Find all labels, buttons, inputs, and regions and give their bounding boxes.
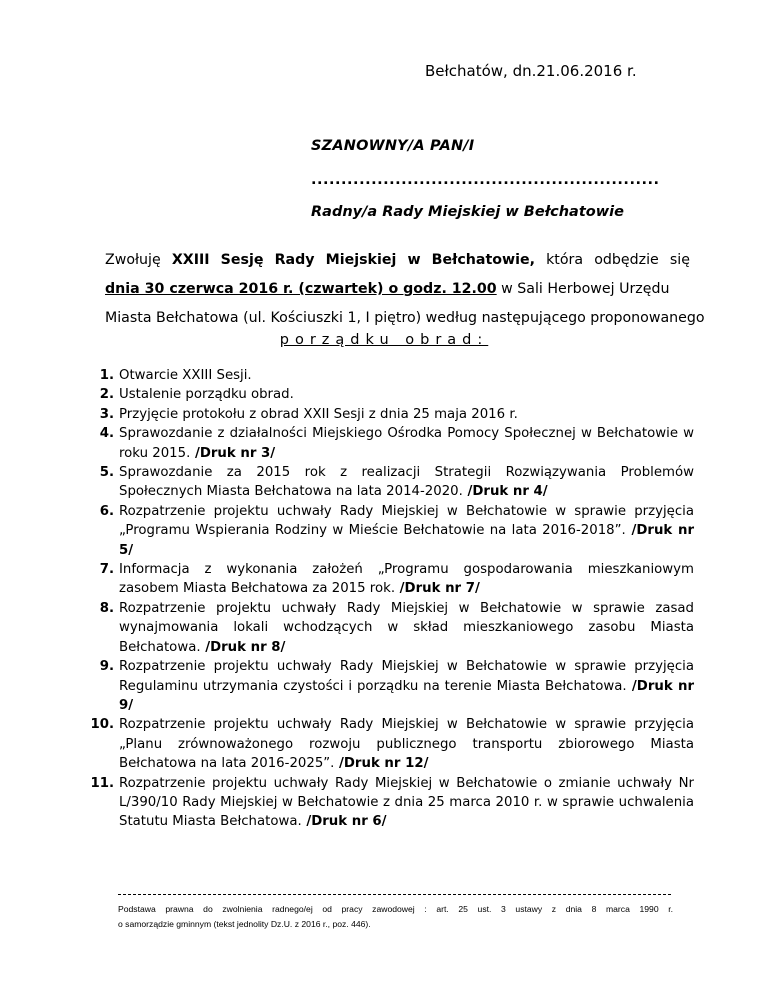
intro-word: Miejskiej	[325, 252, 397, 268]
session-date: dnia 30 czerwca 2016 r. (czwartek) o godz. 12.00	[105, 281, 497, 297]
agenda-text: Rozpatrzenie projektu uchwały Rady Miejskiej w Bełchatowie w sprawie przyjęcia „Programu Wspierania Rodziny w Mieście Bełchatowie na lata 2016-2018”.	[119, 503, 694, 539]
agenda-number: 1.	[99, 368, 114, 383]
agenda-text: Rozpatrzenie projektu uchwały Rady Miejskiej w Bełchatowie w sprawie przyjęcia Regulaminu utrzymania czystości i porządku na terenie Miasta Bełchatowa.	[119, 659, 694, 694]
intro-word: odbędzie	[594, 252, 659, 268]
footer-line-1: Podstawa prawna do zwolnienia radnego/ej od pracy zawodowej : art. 25 ust. 3 ustawy z dnia 8 marca 1990 r.	[118, 904, 673, 914]
intro-word: Rady	[274, 252, 315, 268]
intro-word: która	[546, 252, 584, 268]
agenda-druk: /Druk nr 9/	[119, 678, 694, 713]
agenda-text: Sprawozdanie za 2015 rok z realizacji Strategii Rozwiązywania Problemów Społecznych Miasta Bełchatowa na lata 2014-2020.	[119, 465, 694, 500]
name-placeholder-dots: ..........................................................	[311, 172, 660, 188]
intro-line-2	[105, 275, 690, 304]
agenda-item	[82, 502, 694, 560]
addressee-role: Radny/a Rady Miejskiej w Bełchatowie	[311, 204, 624, 220]
agenda-druk: /Druk nr 12/	[334, 756, 429, 772]
agenda-druk: /Druk nr 6/	[301, 814, 387, 830]
intro-word: się	[669, 252, 690, 268]
agenda-item	[82, 366, 694, 385]
footer-divider	[118, 894, 671, 895]
agenda-number: 6.	[99, 503, 114, 519]
agenda-number: 4.	[99, 426, 114, 442]
agenda-text: Przyjęcie protokołu z obrad XXII Sesji z dnia 25 maja 2016 r.	[119, 406, 518, 422]
agenda-text: Otwarcie XXIII Sesji.	[119, 368, 252, 383]
agenda-item	[82, 405, 694, 424]
intro-line-1	[105, 246, 690, 275]
intro-word: Sesję	[220, 252, 264, 268]
agenda-number: 9.	[99, 659, 114, 675]
agenda-number: 10.	[90, 717, 114, 733]
agenda-heading	[0, 332, 768, 348]
agenda-list	[82, 366, 694, 832]
agenda-number: 11.	[90, 775, 114, 791]
agenda-druk: /Druk nr 5/	[119, 523, 694, 558]
agenda-item	[82, 599, 694, 657]
agenda-number: 8.	[99, 600, 114, 616]
footer-note	[118, 902, 673, 932]
intro-word: Bełchatowie,	[431, 252, 535, 268]
agenda-item	[82, 385, 694, 404]
agenda-item	[82, 715, 694, 773]
agenda-text: Sprawozdanie z działalności Miejskiego Ośrodka Pomocy Społecznej w Bełchatowie w roku 2015.	[119, 426, 694, 461]
place-date: Bełchatów, dn.21.06.2016 r.	[425, 62, 637, 80]
convocation-paragraph	[105, 246, 705, 333]
session-venue: w Sali Herbowej Urzędu	[496, 281, 670, 297]
footer-line-2: o samorządzie gminnym (tekst jednolity Dz.U. z 2016 r., poz. 446).	[118, 919, 371, 929]
agenda-text: Ustalenie porządku obrad.	[119, 387, 294, 403]
intro-word: Zwołuję	[105, 252, 161, 268]
agenda-druk: /Druk nr 3/	[190, 445, 276, 461]
agenda-druk: /Druk nr 4/	[462, 484, 548, 500]
agenda-item	[82, 657, 694, 715]
agenda-number: 5.	[99, 465, 114, 481]
intro-word: XXIII	[171, 252, 210, 268]
agenda-item	[82, 463, 694, 502]
agenda-druk: /Druk nr 7/	[395, 581, 480, 597]
agenda-text: Informacja z wykonania założeń „Programu gospodarowania mieszkaniowym zasobem Miasta Bełchatowa za 2015 rok.	[119, 562, 694, 597]
agenda-druk: /Druk nr 8/	[200, 639, 286, 655]
agenda-text: Rozpatrzenie projektu uchwały Rady Miejskiej w Bełchatowie o zmianie uchwały Nr L/390/10 Rady Miejskiej w Bełchatowie z dnia 25 marca 2010 r. w sprawie uchwalenia Statutu Miasta Bełchatowa.	[119, 775, 694, 830]
agenda-text: Rozpatrzenie projektu uchwały Rady Miejskiej w Bełchatowie w sprawie zasad wynajmowania lokali wchodzących w skład mieszkaniowego zasobu Miasta Bełchatowa.	[119, 600, 694, 655]
agenda-item	[82, 560, 694, 599]
intro-word: w	[407, 252, 421, 268]
agenda-item	[82, 424, 694, 463]
agenda-item	[82, 774, 694, 832]
agenda-number: 2.	[99, 387, 114, 403]
agenda-number: 7.	[99, 562, 114, 578]
salutation: SZANOWNY/A PAN/I	[311, 138, 475, 154]
intro-line-3: Miasta Bełchatowa (ul. Kościuszki 1, I piętro) według następującego proponowanego	[105, 310, 705, 326]
agenda-heading-text: porządku obrad:	[279, 332, 489, 348]
agenda-number: 3.	[99, 406, 114, 422]
agenda-text: Rozpatrzenie projektu uchwały Rady Miejskiej w Bełchatowie w sprawie przyjęcia „Planu zrównoważonego rozwoju publicznego transportu zbiorowego Miasta Bełchatowa na lata 2016-2025”.	[119, 717, 694, 772]
